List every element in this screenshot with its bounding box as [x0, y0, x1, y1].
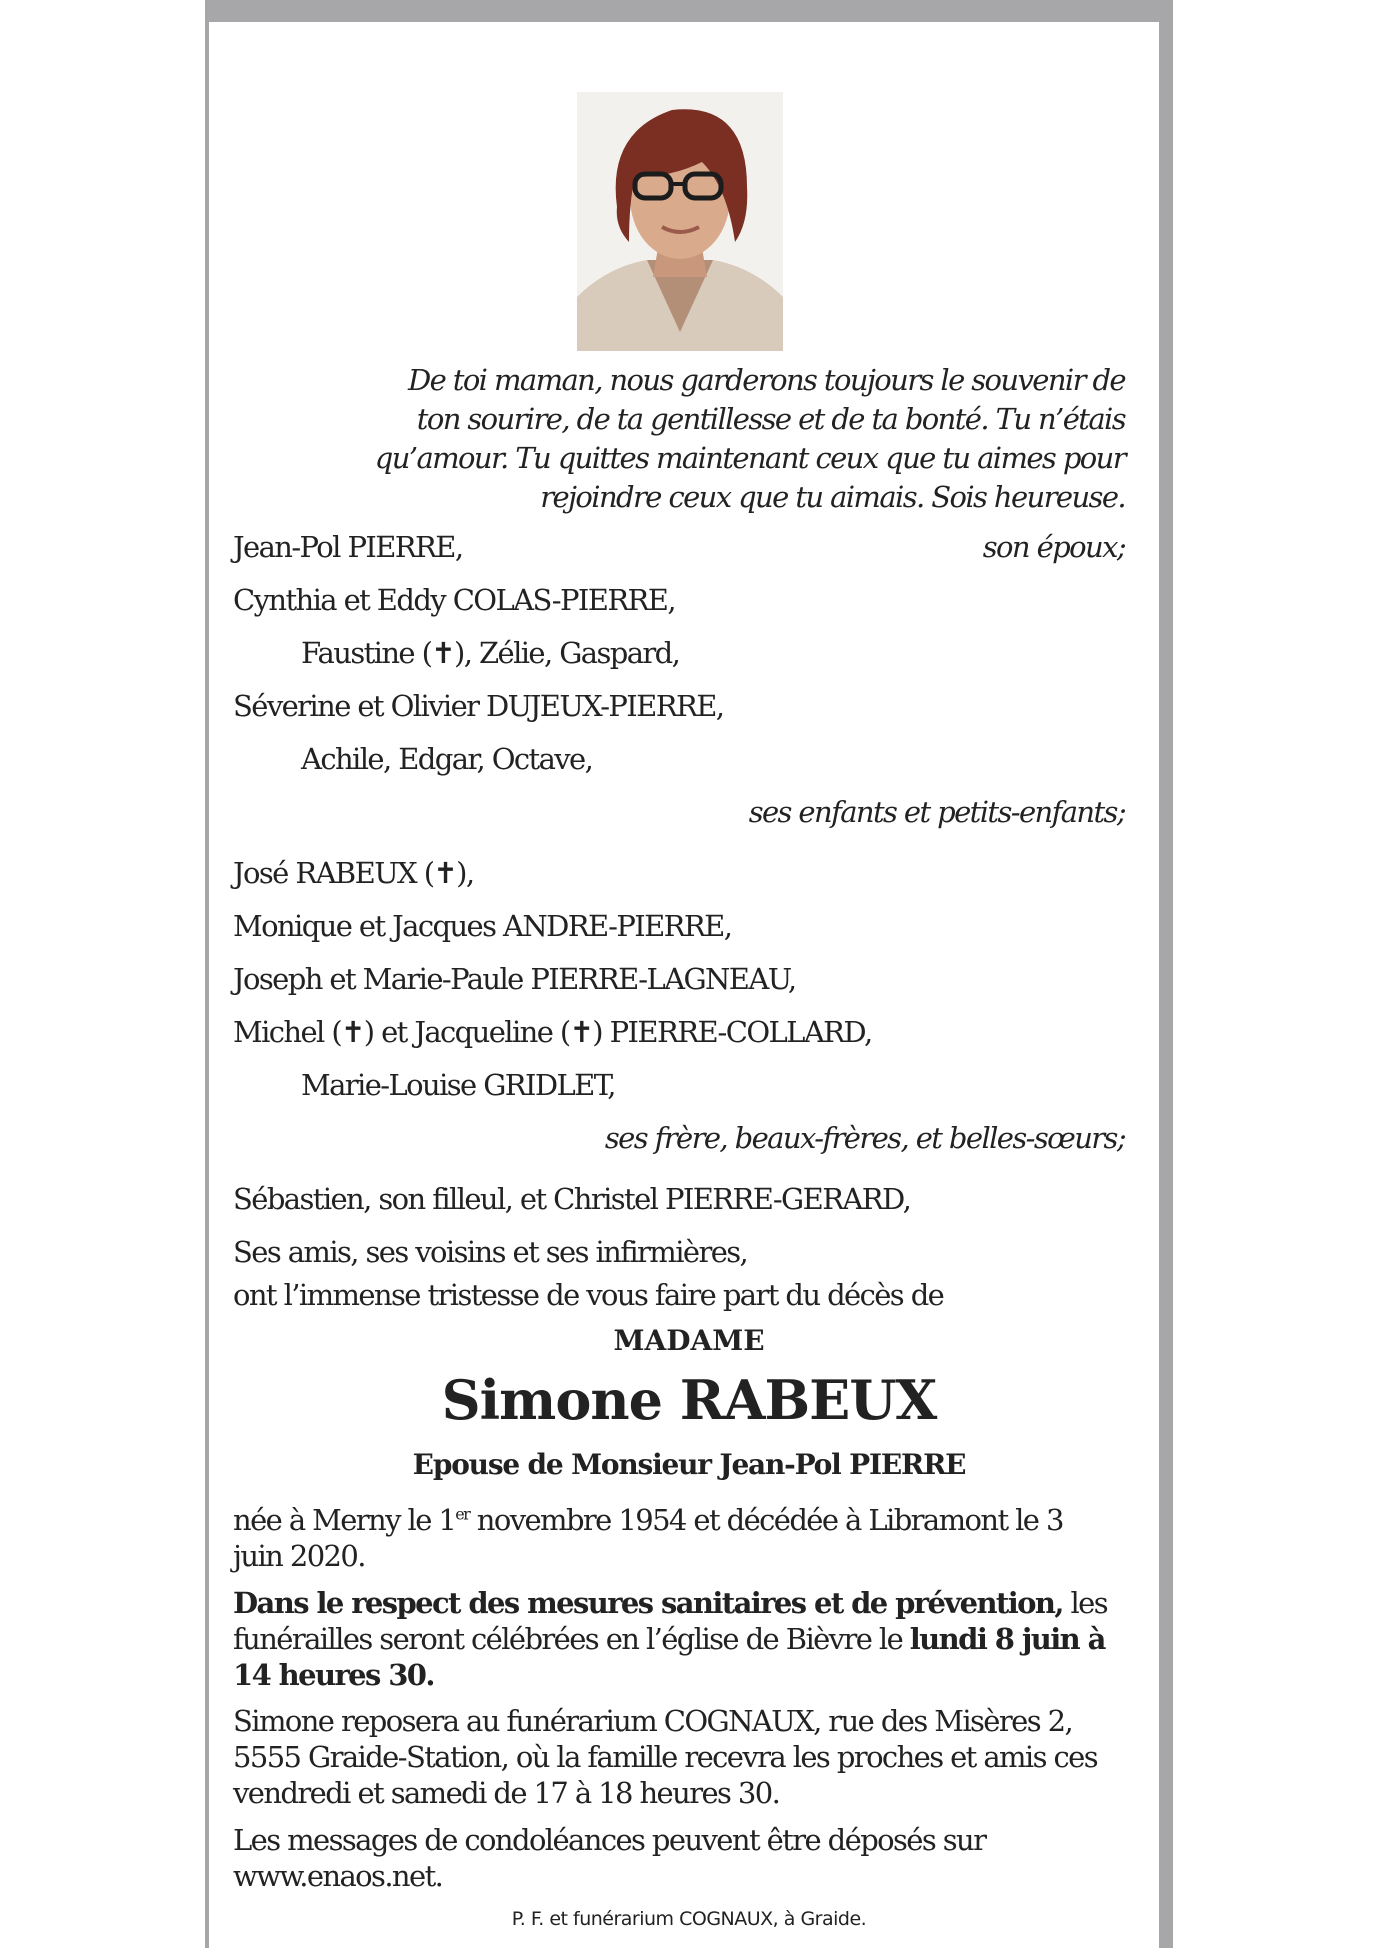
birth-death-paragraph — [233, 1502, 1113, 1574]
child-line: Séverine et Olivier DUJEUX-PIERRE, — [233, 689, 724, 723]
sibling-line: José RABEUX (✝), — [233, 856, 474, 890]
sibling-line: Monique et Jacques ANDRE-PIERRE, — [233, 909, 732, 943]
birth-text-post: novembre 1954 et décédée à Libramont le 3 juin 2020. — [233, 1503, 1063, 1573]
spouse-name: Jean-Pol PIERRE, — [233, 530, 463, 564]
quote-line: ton sourire, de ta gentillesse et de ta bonté. Tu n’étais — [416, 402, 1125, 436]
grandchildren-line: Faustine (✝), Zélie, Gaspard, — [301, 636, 680, 670]
portrait-photo — [577, 92, 783, 351]
godson-line: Sébastien, son filleul, et Christel PIERRE-GERARD, — [233, 1182, 911, 1216]
child-line: Cynthia et Eddy COLAS-PIERRE, — [233, 583, 675, 617]
funeral-text: les funérailles seront célébrées en l’église de Bièvre le — [233, 1586, 1108, 1656]
footer-credit: P. F. et funérarium COGNAUX, à Graide. — [511, 1908, 867, 1930]
respect-notice: Dans le respect des mesures sanitaires et de prévention, — [233, 1586, 1063, 1620]
condolences-text: Les messages de condoléances peuvent être déposés sur www.enaos.net. — [233, 1823, 986, 1893]
sibling-line: Marie-Louise GRIDLET, — [301, 1068, 615, 1102]
funeral-date: lundi 8 juin à 14 heures 30. — [233, 1622, 1105, 1692]
funeral-paragraph — [233, 1585, 1113, 1693]
friends-line: Ses amis, ses voisins et ses infirmières, — [233, 1235, 748, 1269]
rest-paragraph — [233, 1703, 1113, 1811]
children-role: ses enfants et petits-enfants; — [748, 795, 1125, 829]
birth-superscript: er — [455, 1504, 470, 1524]
quote-line: De toi maman, nous garderons toujours le souvenir de — [407, 363, 1125, 397]
announce-line: ont l’immense tristesse de vous faire part du décès de — [233, 1278, 944, 1312]
quote-line: qu’amour. Tu quittes maintenant ceux que tu aimes pour — [374, 441, 1125, 475]
quote-line: rejoindre ceux que tu aimais. Sois heureuse. — [540, 480, 1125, 514]
spouse-role: son époux; — [982, 530, 1125, 564]
grandchildren-line: Achile, Edgar, Octave, — [301, 742, 593, 776]
siblings-role: ses frère, beaux-frères, et belles-sœurs; — [604, 1121, 1125, 1155]
deceased-name: Simone RABEUX — [441, 1368, 937, 1432]
sibling-line: Michel (✝) et Jacqueline (✝) PIERRE-COLLARD, — [233, 1015, 872, 1049]
birth-text-pre: née à Merny le 1 — [233, 1503, 456, 1537]
spouse-subtitle: Epouse de Monsieur Jean-Pol PIERRE — [412, 1448, 966, 1481]
sibling-line: Joseph et Marie-Paule PIERRE-LAGNEAU, — [233, 962, 796, 996]
condolences-paragraph — [233, 1822, 1113, 1894]
honorific: MADAME — [613, 1324, 765, 1357]
rest-text: Simone reposera au funérarium COGNAUX, rue des Misères 2, 5555 Graide-Station, où la famille recevra les proches et amis ces vendredi et samedi de 17 à 18 heures 30. — [233, 1704, 1097, 1810]
